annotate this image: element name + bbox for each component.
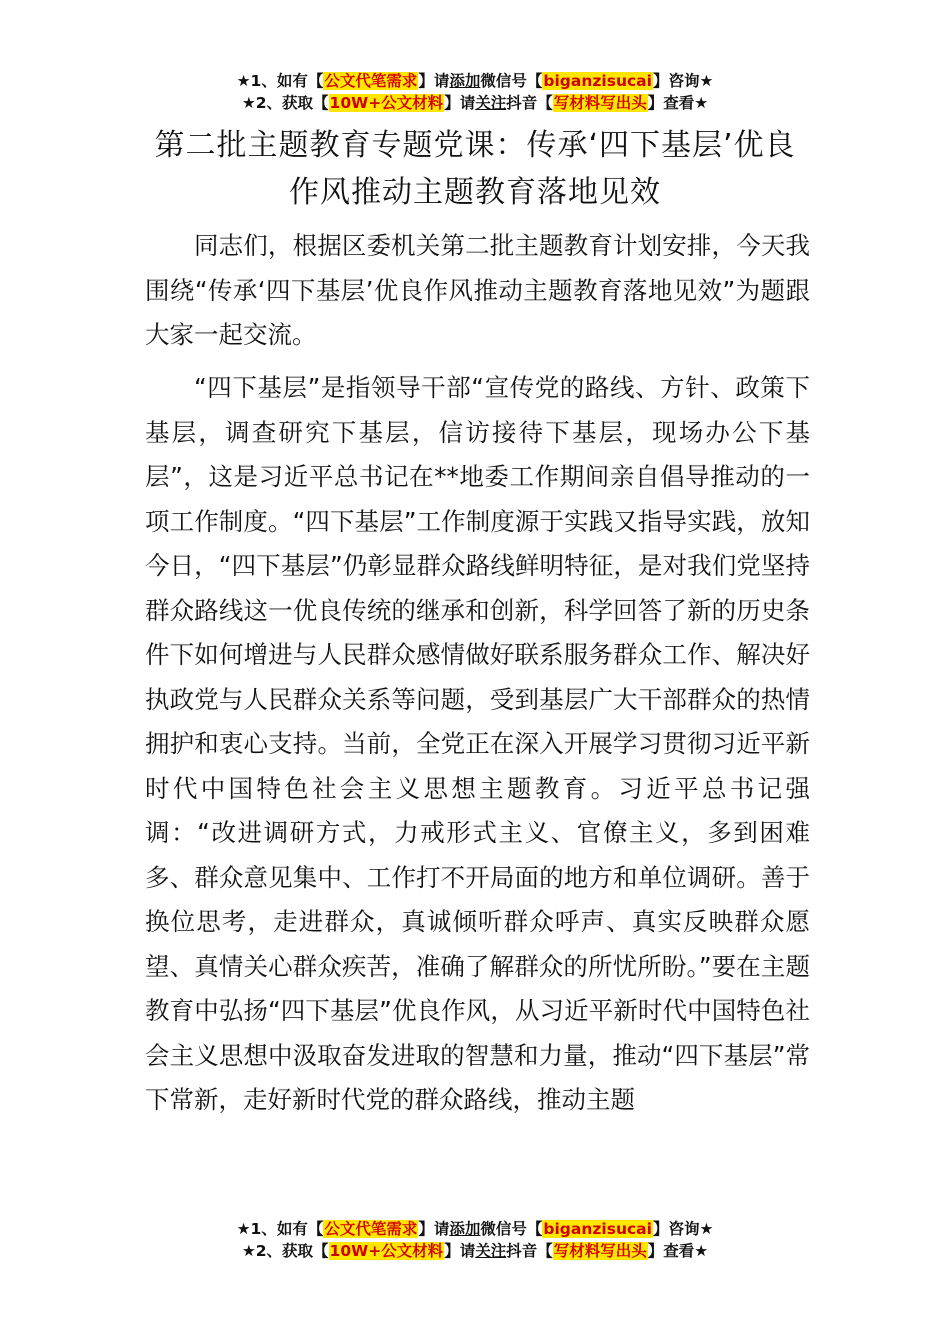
banner-text: 】请 [418, 1220, 450, 1238]
banner-text: 】请 [444, 94, 476, 112]
banner-text: ★2、获取【 [241, 94, 329, 112]
banner-highlight: 公文代笔需求 [324, 1220, 418, 1238]
banner-text: 】查看★ [647, 94, 709, 112]
banner-underline: 添加 [449, 72, 481, 90]
banner-text: 抖音【 [506, 94, 553, 112]
banner-highlight: 公文代笔需求 [324, 72, 418, 90]
douyin-highlight: 写材料写出头 [553, 94, 647, 112]
paragraph-2: “四下基层”是指领导干部“宣传党的路线、方针、政策下基层，调查研究下基层，信访接待下基层，现场办公下基层”，这是习近平总书记在**地委工作期间亲自倡导推动的一项工作制度。“四下基层”工作制度源于实践又指导实践，放知今日，“四下基层”仍彰显群众路线鲜明特征，是对我们党坚持群众路线这一优良传统的继承和创新，科学回答了新的历史条件下如何增进与人民群众感情做好联系服务群众工作、解决好执政党与人民群众关系等问题，受到基层广大干部群众的热情拥护和衷心支持。当前，全党正在深入开展学习贯彻习近平新时代中国特色社会主义思想主题教育。习近平总书记强调：“改进调研方式，力戒形式主义、官僚主义，多到困难多、群众意见集中、工作打不开局面的地方和单位调研。善于换位思考，走进群众，真诚倾听群众呼声、真实反映群众愿望、真情关心群众疾苦，准确了解群众的所忧所盼。”要在主题教育中弘扬“四下基层”优良作风，从习近平新时代中国特色社会主义思想中汲取奋发进取的智慧和力量，推动“四下基层”常下常新，走好新时代党的群众路线，推动主题 [145, 373, 810, 1114]
banner-text: 】咨询★ [652, 1220, 714, 1238]
banner-text: ★1、如有【 [236, 1220, 324, 1238]
paragraph-1: 同志们，根据区委机关第二批主题教育计划安排，今天我围绕“传承‘四下基层’优良作风推动主题教育落地见效”为题跟大家一起交流。 [145, 231, 810, 349]
header-line-2 [0, 92, 950, 114]
banner-text: 】请 [418, 72, 450, 90]
banner-underline: 添加 [449, 1220, 481, 1238]
banner-text: ★2、获取【 [241, 1242, 329, 1260]
footer-line-1 [0, 1218, 950, 1240]
banner-highlight: 10W+公文材料 [329, 1242, 444, 1260]
banner-text: 】查看★ [647, 1242, 709, 1260]
footer-line-2 [0, 1240, 950, 1262]
header-line-1 [0, 70, 950, 92]
header-banner [0, 70, 950, 114]
banner-text: 】请 [444, 1242, 476, 1260]
banner-text: 抖音【 [506, 1242, 553, 1260]
banner-text: 微信号【 [480, 1220, 543, 1238]
wechat-id-highlight: biganzisucai [543, 72, 652, 90]
banner-text: ★1、如有【 [236, 72, 324, 90]
footer-banner [0, 1218, 950, 1262]
banner-text: 微信号【 [480, 72, 543, 90]
douyin-highlight: 写材料写出头 [553, 1242, 647, 1260]
banner-underline: 关注 [475, 1242, 507, 1260]
document-title: 第二批主题教育专题党课：传承‘四下基层’优良作风推动主题教育落地见效 [154, 128, 796, 210]
banner-underline: 关注 [475, 94, 507, 112]
banner-highlight: 10W+公文材料 [329, 94, 444, 112]
banner-text: 】咨询★ [652, 72, 714, 90]
wechat-id-highlight: biganzisucai [543, 1220, 652, 1238]
